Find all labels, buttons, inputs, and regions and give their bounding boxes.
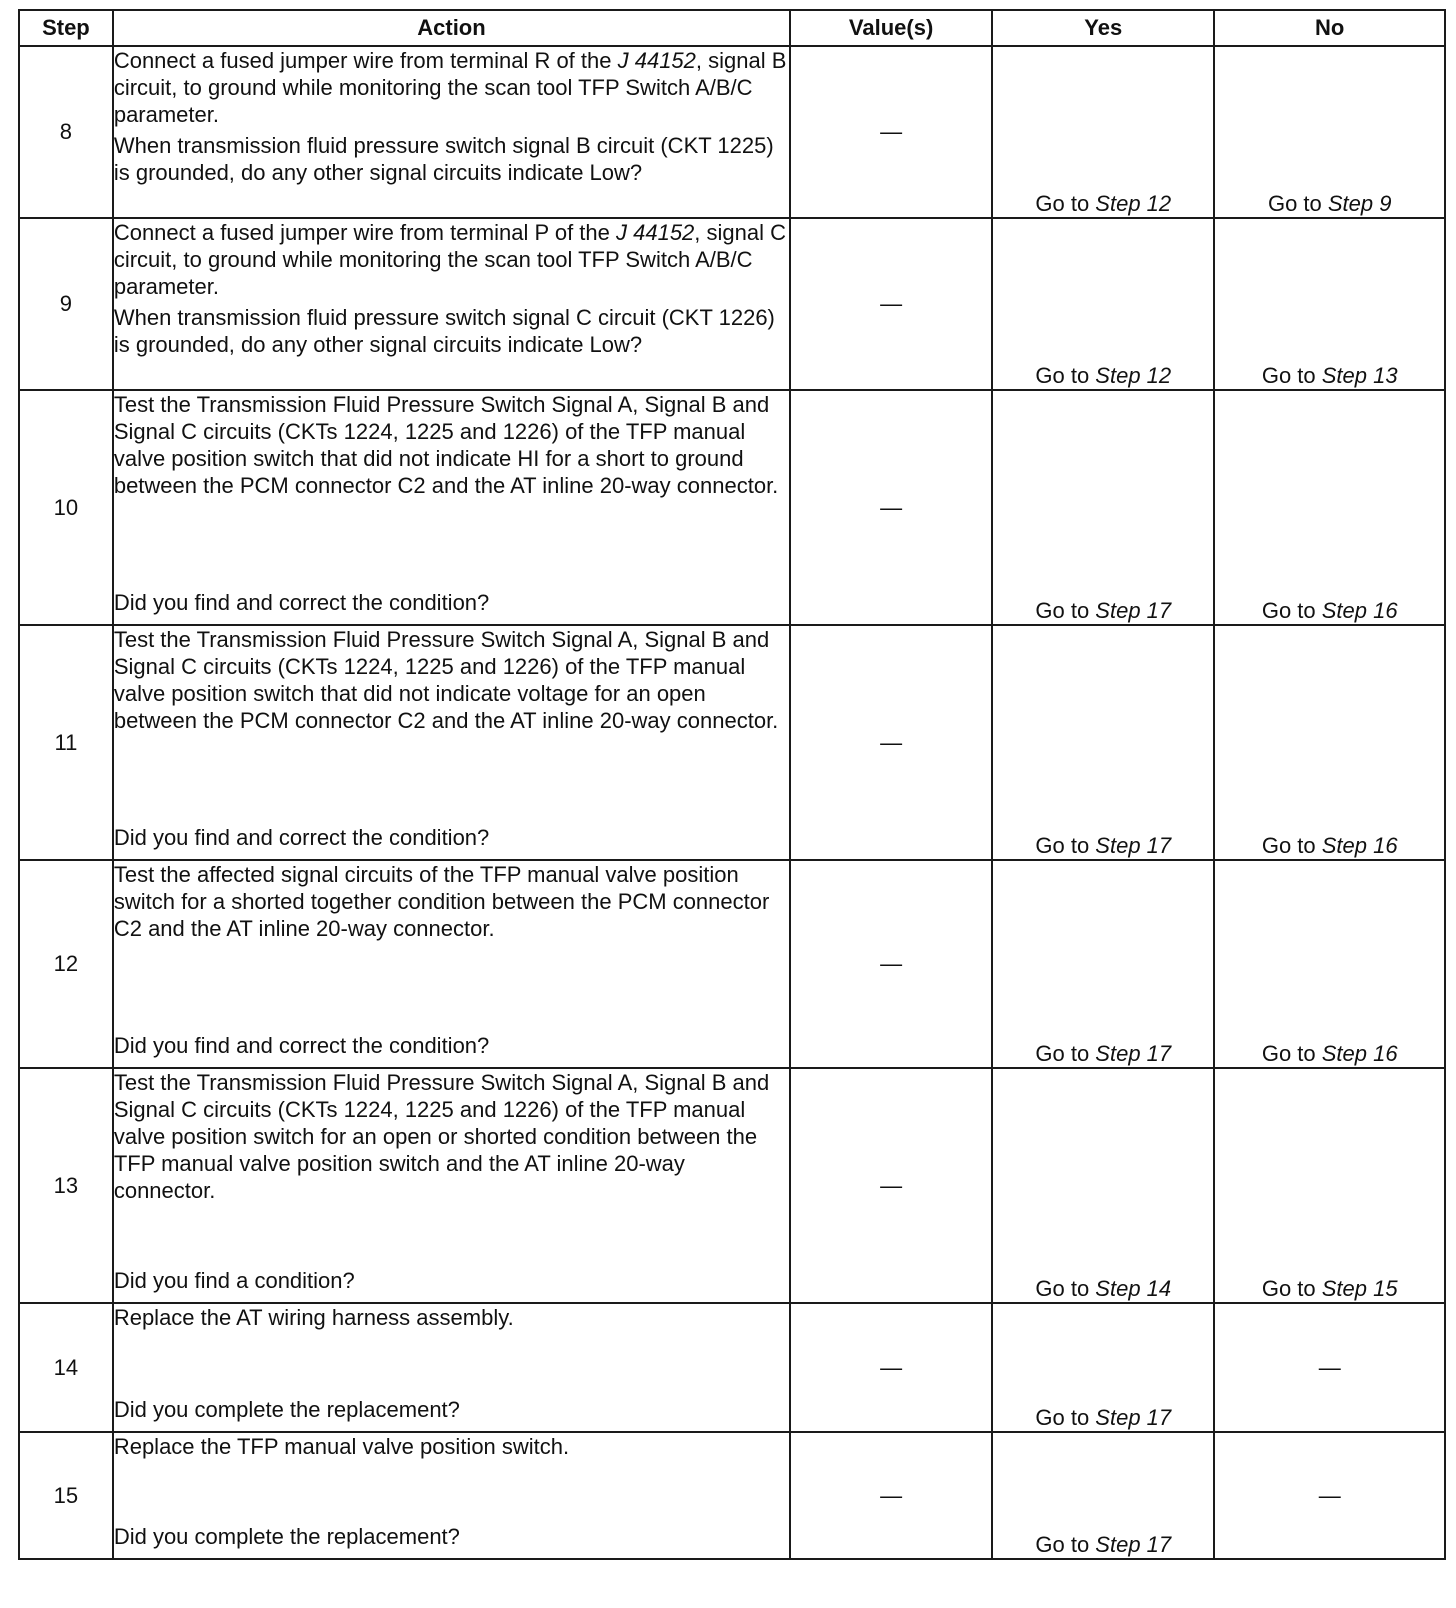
step-number: 9 — [19, 218, 113, 390]
table-row — [19, 1432, 1445, 1559]
action-text: Replace the AT wiring harness assembly. — [113, 1305, 514, 1330]
action-question: When transmission fluid pressure switch signal B circuit (CKT 1225) is grounded, do any other signal circuits indicate Low? — [113, 133, 774, 185]
action-text: Replace the TFP manual valve position switch. — [113, 1434, 570, 1459]
table-row — [19, 860, 1445, 1068]
step-number: 14 — [19, 1303, 113, 1432]
no-cell: Go to Step 16 — [1214, 625, 1445, 860]
table-row — [19, 390, 1445, 625]
action-cell — [113, 1432, 790, 1559]
no-cell: Go to Step 16 — [1214, 390, 1445, 625]
action-text: Connect a fused jumper wire from terminal P of the J 44152, signal C circuit, to ground while monitoring the scan tool TFP Switch A/B/C parameter. — [113, 220, 787, 299]
action-text: Test the Transmission Fluid Pressure Switch Signal A, Signal B and Signal C circuits (CKTs 1224, 1225 and 1226) of the TFP manual valve position switch that did not indicate voltage for an open between the PCM connector C2 and the AT inline 20-way connector. — [113, 627, 779, 733]
header-action: Action — [113, 10, 790, 46]
no-step-link[interactable]: Step 16 — [1321, 598, 1398, 623]
header-yes: Yes — [992, 10, 1214, 46]
table-row — [19, 46, 1445, 218]
no-cell: Go to Step 15 — [1214, 1068, 1445, 1303]
yes-cell: Go to Step 17 — [992, 1432, 1214, 1559]
no-cell: — — [1214, 1432, 1445, 1559]
action-question: Did you complete the replacement? — [113, 1397, 460, 1422]
yes-cell: Go to Step 17 — [992, 625, 1214, 860]
step-number: 11 — [19, 625, 113, 860]
value-cell: — — [790, 1303, 992, 1432]
yes-step-link[interactable]: Step 17 — [1095, 1532, 1172, 1557]
value-cell: — — [790, 1068, 992, 1303]
action-cell — [113, 625, 790, 860]
yes-step-link[interactable]: Step 12 — [1095, 191, 1172, 216]
action-cell — [113, 860, 790, 1068]
yes-step-link[interactable]: Step 14 — [1095, 1276, 1172, 1301]
action-text: Test the Transmission Fluid Pressure Switch Signal A, Signal B and Signal C circuits (CKTs 1224, 1225 and 1226) of the TFP manual valve position switch that did not indicate HI for a short to ground between the PCM connector C2 and the AT inline 20-way connector. — [113, 392, 779, 498]
yes-step-link[interactable]: Step 17 — [1095, 833, 1172, 858]
table-row — [19, 625, 1445, 860]
action-cell — [113, 1068, 790, 1303]
yes-cell: Go to Step 17 — [992, 390, 1214, 625]
action-question: Did you find a condition? — [113, 1268, 355, 1293]
action-question: Did you find and correct the condition? — [113, 1033, 490, 1058]
no-step-link[interactable]: Step 16 — [1321, 1041, 1398, 1066]
header-no: No — [1214, 10, 1445, 46]
step-number: 8 — [19, 46, 113, 218]
tool-reference: J 44152 — [616, 220, 695, 245]
step-number: 15 — [19, 1432, 113, 1559]
no-cell: — — [1214, 1303, 1445, 1432]
yes-cell: Go to Step 14 — [992, 1068, 1214, 1303]
table-row — [19, 1303, 1445, 1432]
yes-step-link[interactable]: Step 17 — [1095, 598, 1172, 623]
action-text: Test the affected signal circuits of the TFP manual valve position switch for a shorted together condition between the PCM connector C2 and the AT inline 20-way connector. — [113, 862, 770, 941]
no-step-link[interactable]: Step 16 — [1321, 833, 1398, 858]
value-cell: — — [790, 860, 992, 1068]
yes-cell: Go to Step 12 — [992, 218, 1214, 390]
action-question: When transmission fluid pressure switch signal C circuit (CKT 1226) is grounded, do any other signal circuits indicate Low? — [113, 305, 775, 357]
header-values: Value(s) — [790, 10, 992, 46]
yes-step-link[interactable]: Step 17 — [1095, 1041, 1172, 1066]
yes-cell: Go to Step 17 — [992, 1303, 1214, 1432]
action-text: Test the Transmission Fluid Pressure Switch Signal A, Signal B and Signal C circuits (CKTs 1224, 1225 and 1226) of the TFP manual valve position switch for an open or shorted condition between the TFP manual valve position switch and the AT inline 20-way connector. — [113, 1070, 770, 1203]
table-row — [19, 218, 1445, 390]
yes-step-link[interactable]: Step 12 — [1095, 363, 1172, 388]
header-row — [19, 10, 1445, 46]
yes-cell: Go to Step 17 — [992, 860, 1214, 1068]
action-cell — [113, 1303, 790, 1432]
no-cell: Go to Step 16 — [1214, 860, 1445, 1068]
action-cell — [113, 390, 790, 625]
no-step-link[interactable]: Step 15 — [1321, 1276, 1398, 1301]
no-cell: Go to Step 13 — [1214, 218, 1445, 390]
no-step-link[interactable]: Step 9 — [1327, 191, 1392, 216]
header-step: Step — [19, 10, 113, 46]
table-row — [19, 1068, 1445, 1303]
value-cell: — — [790, 1432, 992, 1559]
action-question: Did you find and correct the condition? — [113, 590, 490, 615]
yes-step-link[interactable]: Step 17 — [1095, 1405, 1172, 1430]
action-question: Did you complete the replacement? — [113, 1524, 460, 1549]
no-step-link[interactable]: Step 13 — [1321, 363, 1398, 388]
step-number: 12 — [19, 860, 113, 1068]
action-question: Did you find and correct the condition? — [113, 825, 490, 850]
step-number: 13 — [19, 1068, 113, 1303]
value-cell: — — [790, 218, 992, 390]
value-cell: — — [790, 625, 992, 860]
step-number: 10 — [19, 390, 113, 625]
value-cell: — — [790, 390, 992, 625]
yes-cell: Go to Step 12 — [992, 46, 1214, 218]
action-text: Connect a fused jumper wire from terminal R of the J 44152, signal B circuit, to ground while monitoring the scan tool TFP Switch A/B/C parameter. — [113, 48, 787, 127]
diagnostic-table — [18, 9, 1446, 1560]
tool-reference: J 44152 — [617, 48, 696, 73]
no-cell: Go to Step 9 — [1214, 46, 1445, 218]
action-cell — [113, 46, 790, 218]
action-cell — [113, 218, 790, 390]
value-cell: — — [790, 46, 992, 218]
